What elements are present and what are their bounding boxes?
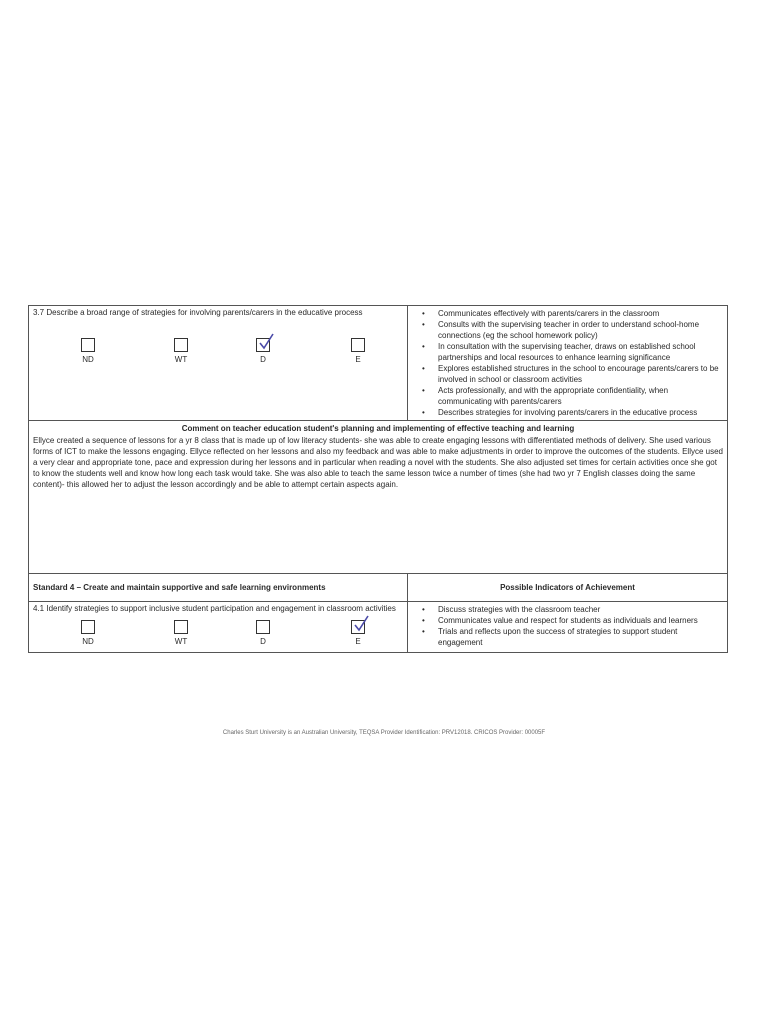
rating-wt-checkbox[interactable] bbox=[174, 338, 188, 352]
rating-nd-label: ND bbox=[82, 355, 94, 364]
criterion-4-1-cell bbox=[29, 602, 408, 653]
criterion-4-1-row bbox=[29, 602, 728, 653]
criterion-3-7-cell bbox=[29, 306, 408, 421]
rating-e bbox=[338, 338, 378, 365]
rating-d-label: D bbox=[260, 637, 266, 646]
rating-d-checkbox[interactable] bbox=[256, 338, 270, 352]
rating-wt bbox=[161, 620, 201, 647]
indicator-item: • Describes strategies for involving parents/carers in the educative process bbox=[438, 407, 723, 418]
rating-wt-label: WT bbox=[174, 637, 188, 646]
indicator-item: • Consults with the supervising teacher in order to understand school-home connections (eg the school homework policy) bbox=[438, 319, 723, 341]
criterion-4-1-indicators bbox=[412, 604, 723, 648]
indicator-item: • Communicates effectively with parents/carers in the classroom bbox=[438, 308, 723, 319]
indicator-item: • In consultation with the supervising teacher, draws on established school partnerships and local resources to enhance learning significance bbox=[438, 341, 723, 363]
criterion-3-7-text: 3.7 Describe a broad range of strategies for involving parents/carers in the educative process bbox=[33, 308, 363, 317]
rating-e-checkbox[interactable] bbox=[351, 620, 365, 634]
indicator-item: • Discuss strategies with the classroom teacher bbox=[438, 604, 723, 615]
criterion-3-7-row bbox=[29, 306, 728, 421]
criterion-3-7-indicators-cell bbox=[408, 306, 728, 421]
comment-row bbox=[29, 421, 728, 574]
rating-d-checkbox[interactable] bbox=[256, 620, 270, 634]
indicator-item: • Trials and reflects upon the success of strategies to support student engagement bbox=[438, 626, 723, 648]
indicator-item: • Explores established structures in the school to encourage parents/carers to be involved in school or classroom activities bbox=[438, 363, 723, 385]
criterion-3-7-indicators bbox=[412, 308, 723, 418]
criterion-4-1-text: 4.1 Identify strategies to support inclusive student participation and engagement in classroom activities bbox=[33, 604, 396, 613]
check-mark-icon bbox=[353, 615, 369, 633]
rating-nd-checkbox[interactable] bbox=[81, 620, 95, 634]
comment-body: Ellyce created a sequence of lessons for a yr 8 class that is made up of low literacy students- she was able to create engaging lessons with differentiated methods of delivery. She used various forms of ICT to make the lessons engaging. Ellyce reflected on her lessons and also my feedback and was able to make adjustments in order to improve the outcomes of the students. Ellyce used a very clear and appropriate tone, pace and expression during her lessons and in particular when reading a novel with the students. She also adjusted set times for certain activities once she got to know the students well and know how long each task would take. She was also able to teach the same lesson twice a number of times (she had two yr 7 English classes doing the same content)- this allowed her to adjust the lesson accordingly and be able to attempt certain aspects again. bbox=[33, 436, 723, 489]
criterion-4-1-ratings bbox=[33, 620, 403, 650]
comment-cell bbox=[29, 421, 728, 574]
rating-d bbox=[243, 620, 283, 647]
rating-wt-label: WT bbox=[174, 355, 188, 364]
criterion-3-7-ratings bbox=[33, 338, 403, 378]
footer-text: Charles Sturt University is an Australian University, TEQSA Provider Identification: PRV12018. CRICOS Provider: 00005F bbox=[222, 730, 546, 736]
rating-e-checkbox[interactable] bbox=[351, 338, 365, 352]
criterion-4-1-indicators-cell bbox=[408, 602, 728, 653]
check-mark-icon bbox=[258, 333, 274, 351]
rating-wt bbox=[161, 338, 201, 365]
rating-e bbox=[338, 620, 378, 647]
rating-nd-checkbox[interactable] bbox=[81, 338, 95, 352]
rating-nd bbox=[68, 338, 108, 365]
comment-title: Comment on teacher education student's planning and implementing of effective teaching and learning bbox=[181, 424, 575, 433]
rating-wt-checkbox[interactable] bbox=[174, 620, 188, 634]
rating-nd-label: ND bbox=[82, 637, 94, 646]
standard-4-title: Standard 4 – Create and maintain supportive and safe learning environments bbox=[29, 574, 408, 602]
rating-d bbox=[243, 338, 283, 365]
indicator-item: • Communicates value and respect for students as individuals and learners bbox=[438, 615, 723, 626]
indicator-item: • Acts professionally, and with the appropriate confidentiality, when communicating with parents/carers bbox=[438, 385, 723, 407]
indicators-heading: Possible Indicators of Achievement bbox=[408, 574, 728, 602]
rating-e-label: E bbox=[355, 355, 361, 364]
standard-4-header-row bbox=[29, 574, 728, 602]
assessment-form-table bbox=[28, 305, 728, 653]
rating-d-label: D bbox=[260, 355, 266, 364]
rating-e-label: E bbox=[355, 637, 361, 646]
rating-nd bbox=[68, 620, 108, 647]
